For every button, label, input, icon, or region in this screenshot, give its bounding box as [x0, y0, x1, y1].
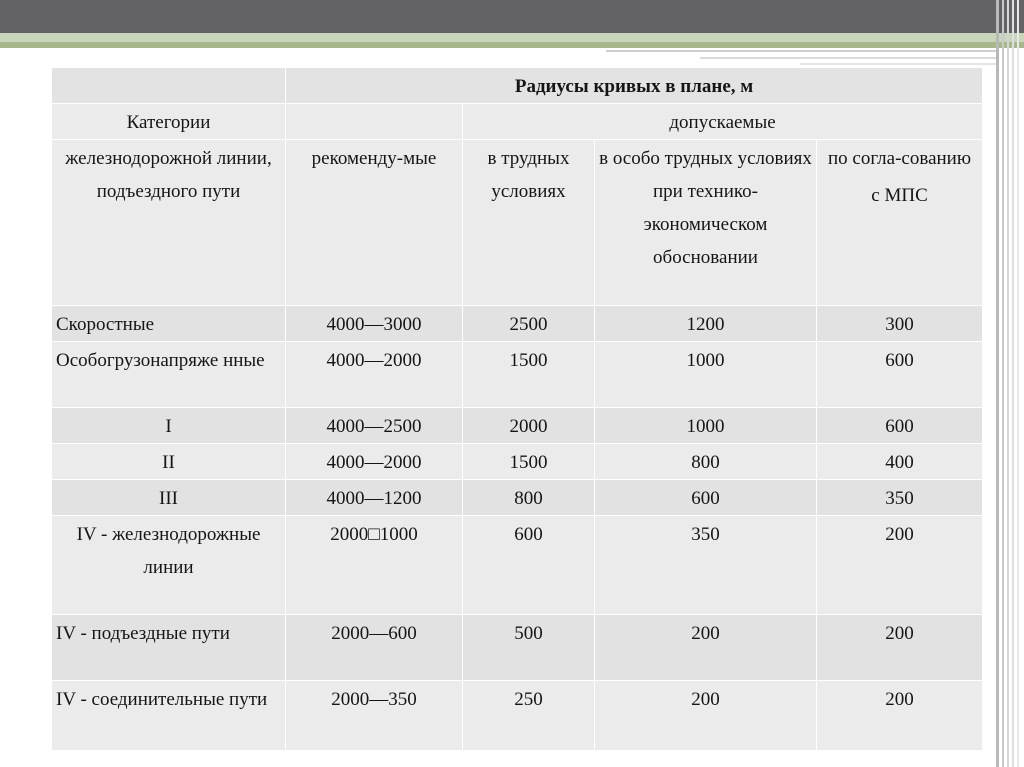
- table-row: [52, 480, 983, 516]
- header-allowed: допускаемые: [463, 104, 983, 140]
- table-row: [52, 306, 983, 342]
- row-difficult: 1500: [463, 444, 595, 480]
- row-category: IV - соединительные пути: [52, 681, 286, 751]
- row-agreement: 200: [817, 516, 983, 615]
- decorative-line: [700, 57, 996, 59]
- row-very-difficult: 800: [595, 444, 817, 480]
- row-very-difficult: 350: [595, 516, 817, 615]
- decorative-edge: [996, 0, 999, 767]
- table-row: [52, 408, 983, 444]
- row-difficult: 1500: [463, 342, 595, 408]
- col-header-category: железнодорожной линии, подъездного пути: [52, 140, 286, 306]
- row-difficult: 600: [463, 516, 595, 615]
- curve-radius-table: [51, 67, 983, 751]
- decorative-edge: [1007, 0, 1009, 767]
- header-empty-cell: [52, 68, 286, 104]
- row-difficult: 250: [463, 681, 595, 751]
- row-recommended: 4000—2500: [286, 408, 463, 444]
- row-recommended: 2000—600: [286, 615, 463, 681]
- row-category: IV - железнодорожные линии: [52, 516, 286, 615]
- decorative-line: [800, 63, 996, 65]
- row-difficult: 2500: [463, 306, 595, 342]
- row-category: I: [52, 408, 286, 444]
- decorative-edge: [1012, 0, 1014, 767]
- row-category: Особогрузонапряже нные: [52, 342, 286, 408]
- row-very-difficult: 1000: [595, 408, 817, 444]
- row-difficult: 800: [463, 480, 595, 516]
- row-very-difficult: 200: [595, 615, 817, 681]
- row-agreement: 350: [817, 480, 983, 516]
- header-empty-cell: [286, 104, 463, 140]
- decorative-line: [606, 50, 996, 52]
- table-row: [52, 681, 983, 751]
- row-category: IV - подъездные пути: [52, 615, 286, 681]
- row-very-difficult: 1200: [595, 306, 817, 342]
- decorative-edge: [1002, 0, 1004, 767]
- table-row: [52, 444, 983, 480]
- col-header-difficult: в трудных условиях: [463, 140, 595, 306]
- col-header-recommended: рекоменду-мые: [286, 140, 463, 306]
- header-categories: Категории: [52, 104, 286, 140]
- row-agreement: 600: [817, 408, 983, 444]
- col-header-agreement: [817, 140, 983, 306]
- row-very-difficult: 600: [595, 480, 817, 516]
- row-difficult: 2000: [463, 408, 595, 444]
- row-recommended: 2000□1000: [286, 516, 463, 615]
- row-agreement: 200: [817, 681, 983, 751]
- row-recommended: 4000—2000: [286, 444, 463, 480]
- col-header-agreement-b: с МПС: [871, 185, 928, 206]
- title-accent-stripe-green: [0, 42, 1024, 48]
- row-recommended: 4000—1200: [286, 480, 463, 516]
- row-recommended: 4000—2000: [286, 342, 463, 408]
- decorative-edge: [1017, 0, 1019, 767]
- slide-title-bar: [0, 0, 1024, 33]
- row-category: II: [52, 444, 286, 480]
- row-agreement: 600: [817, 342, 983, 408]
- row-very-difficult: 200: [595, 681, 817, 751]
- row-recommended: 4000—3000: [286, 306, 463, 342]
- title-accent-stripe: [0, 33, 1024, 42]
- table-row: [52, 342, 983, 408]
- row-agreement: 300: [817, 306, 983, 342]
- row-recommended: 2000—350: [286, 681, 463, 751]
- row-agreement: 400: [817, 444, 983, 480]
- row-difficult: 500: [463, 615, 595, 681]
- table-row: [52, 516, 983, 615]
- row-agreement: 200: [817, 615, 983, 681]
- row-category: Скоростные: [52, 306, 286, 342]
- header-title: Радиусы кривых в плане, м: [286, 68, 983, 104]
- table-row: [52, 615, 983, 681]
- col-header-agreement-a: по согла-сованию: [828, 148, 972, 169]
- row-very-difficult: 1000: [595, 342, 817, 408]
- col-header-very-difficult: в особо трудных условиях при технико-экономическом обосновании: [595, 140, 817, 306]
- row-category: III: [52, 480, 286, 516]
